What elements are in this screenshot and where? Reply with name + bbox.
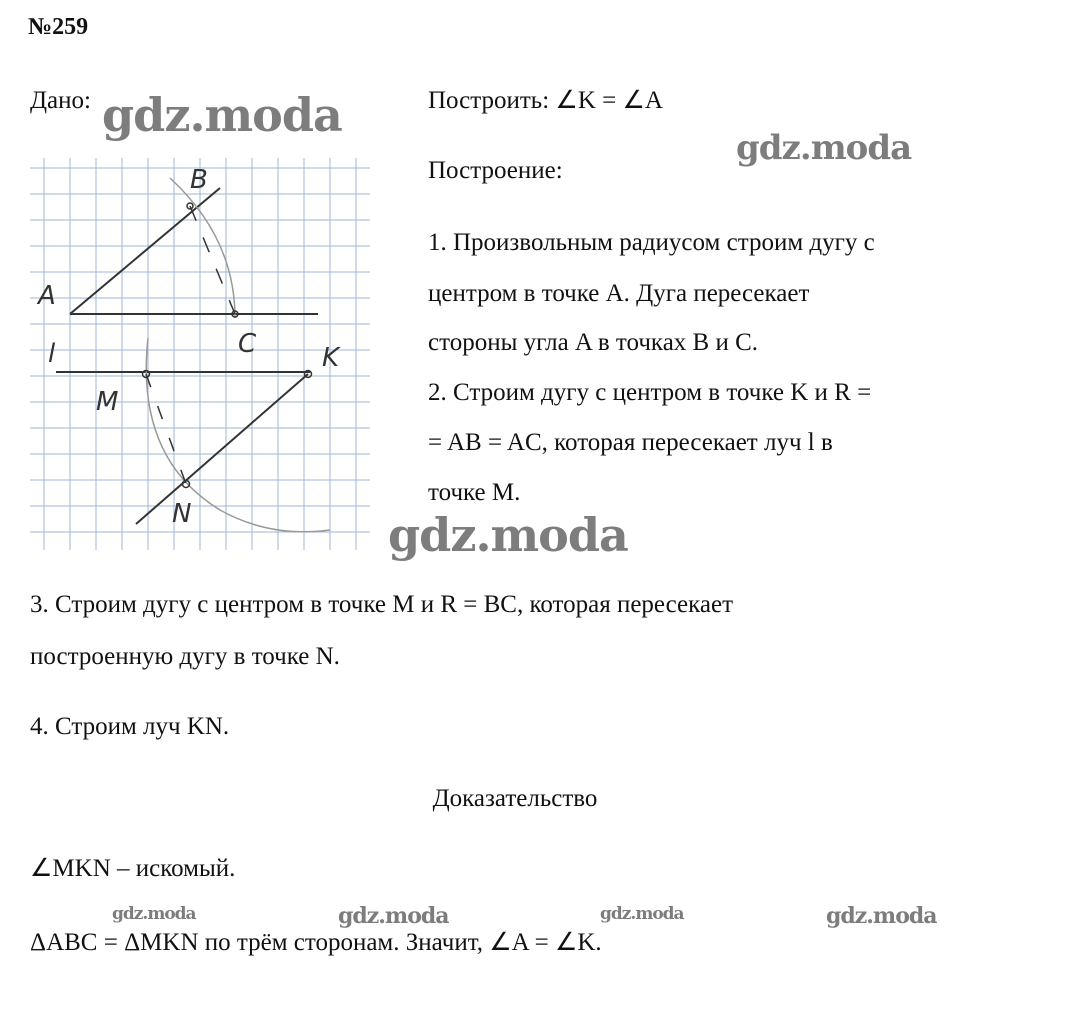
watermark: gdz.moda — [826, 903, 937, 929]
watermark: gdz.moda — [736, 128, 912, 168]
proof-line: ΔABC = ΔMKN по трём сторонам. Значит, ∠A = ∠K. — [30, 929, 602, 956]
given-label: Дано: — [30, 87, 91, 114]
label-K: K — [322, 343, 340, 373]
arc-BC — [170, 178, 235, 318]
ray-KN — [136, 374, 308, 524]
label-A: A — [38, 281, 56, 311]
watermark: gdz.moda — [102, 88, 342, 142]
construction-line: точке M. — [428, 479, 521, 506]
construction-line: = AB = AC, которая пересекает луч l в — [428, 429, 833, 456]
watermark: gdz.moda — [388, 508, 628, 562]
label-M: M — [96, 387, 119, 417]
geometry-figure — [30, 158, 370, 550]
construction-line: центром в точке A. Дуга пересекает — [428, 280, 810, 307]
construction-line: стороны угла A в точках B и C. — [428, 329, 759, 356]
problem-number: №259 — [28, 14, 89, 40]
label-N: N — [172, 499, 192, 529]
proof-heading: Доказательство — [432, 785, 598, 812]
construction-heading: Построение: — [428, 157, 563, 184]
watermark: gdz.moda — [112, 904, 196, 924]
construction-line: 4. Строим луч KN. — [30, 713, 230, 740]
label-l: l — [48, 339, 56, 369]
task-statement: Построить: ∠K = ∠A — [428, 87, 663, 114]
construction-line: 2. Строим дугу с центром в точке K и R = — [428, 379, 872, 406]
watermark: gdz.moda — [600, 904, 684, 924]
label-B: B — [190, 165, 208, 195]
construction-line: 3. Строим дугу с центром в точке M и R = BC, которая пересекает — [30, 591, 734, 618]
proof-line: ∠MKN – искомый. — [30, 855, 236, 882]
watermark: gdz.moda — [338, 903, 449, 929]
construction-line: 1. Произвольным радиусом строим дугу с — [428, 229, 875, 256]
construction-line: построенную дугу в точке N. — [30, 643, 340, 670]
label-C: C — [238, 329, 257, 359]
graph-paper-grid — [30, 158, 370, 550]
dashed-chord-MN — [146, 374, 186, 484]
